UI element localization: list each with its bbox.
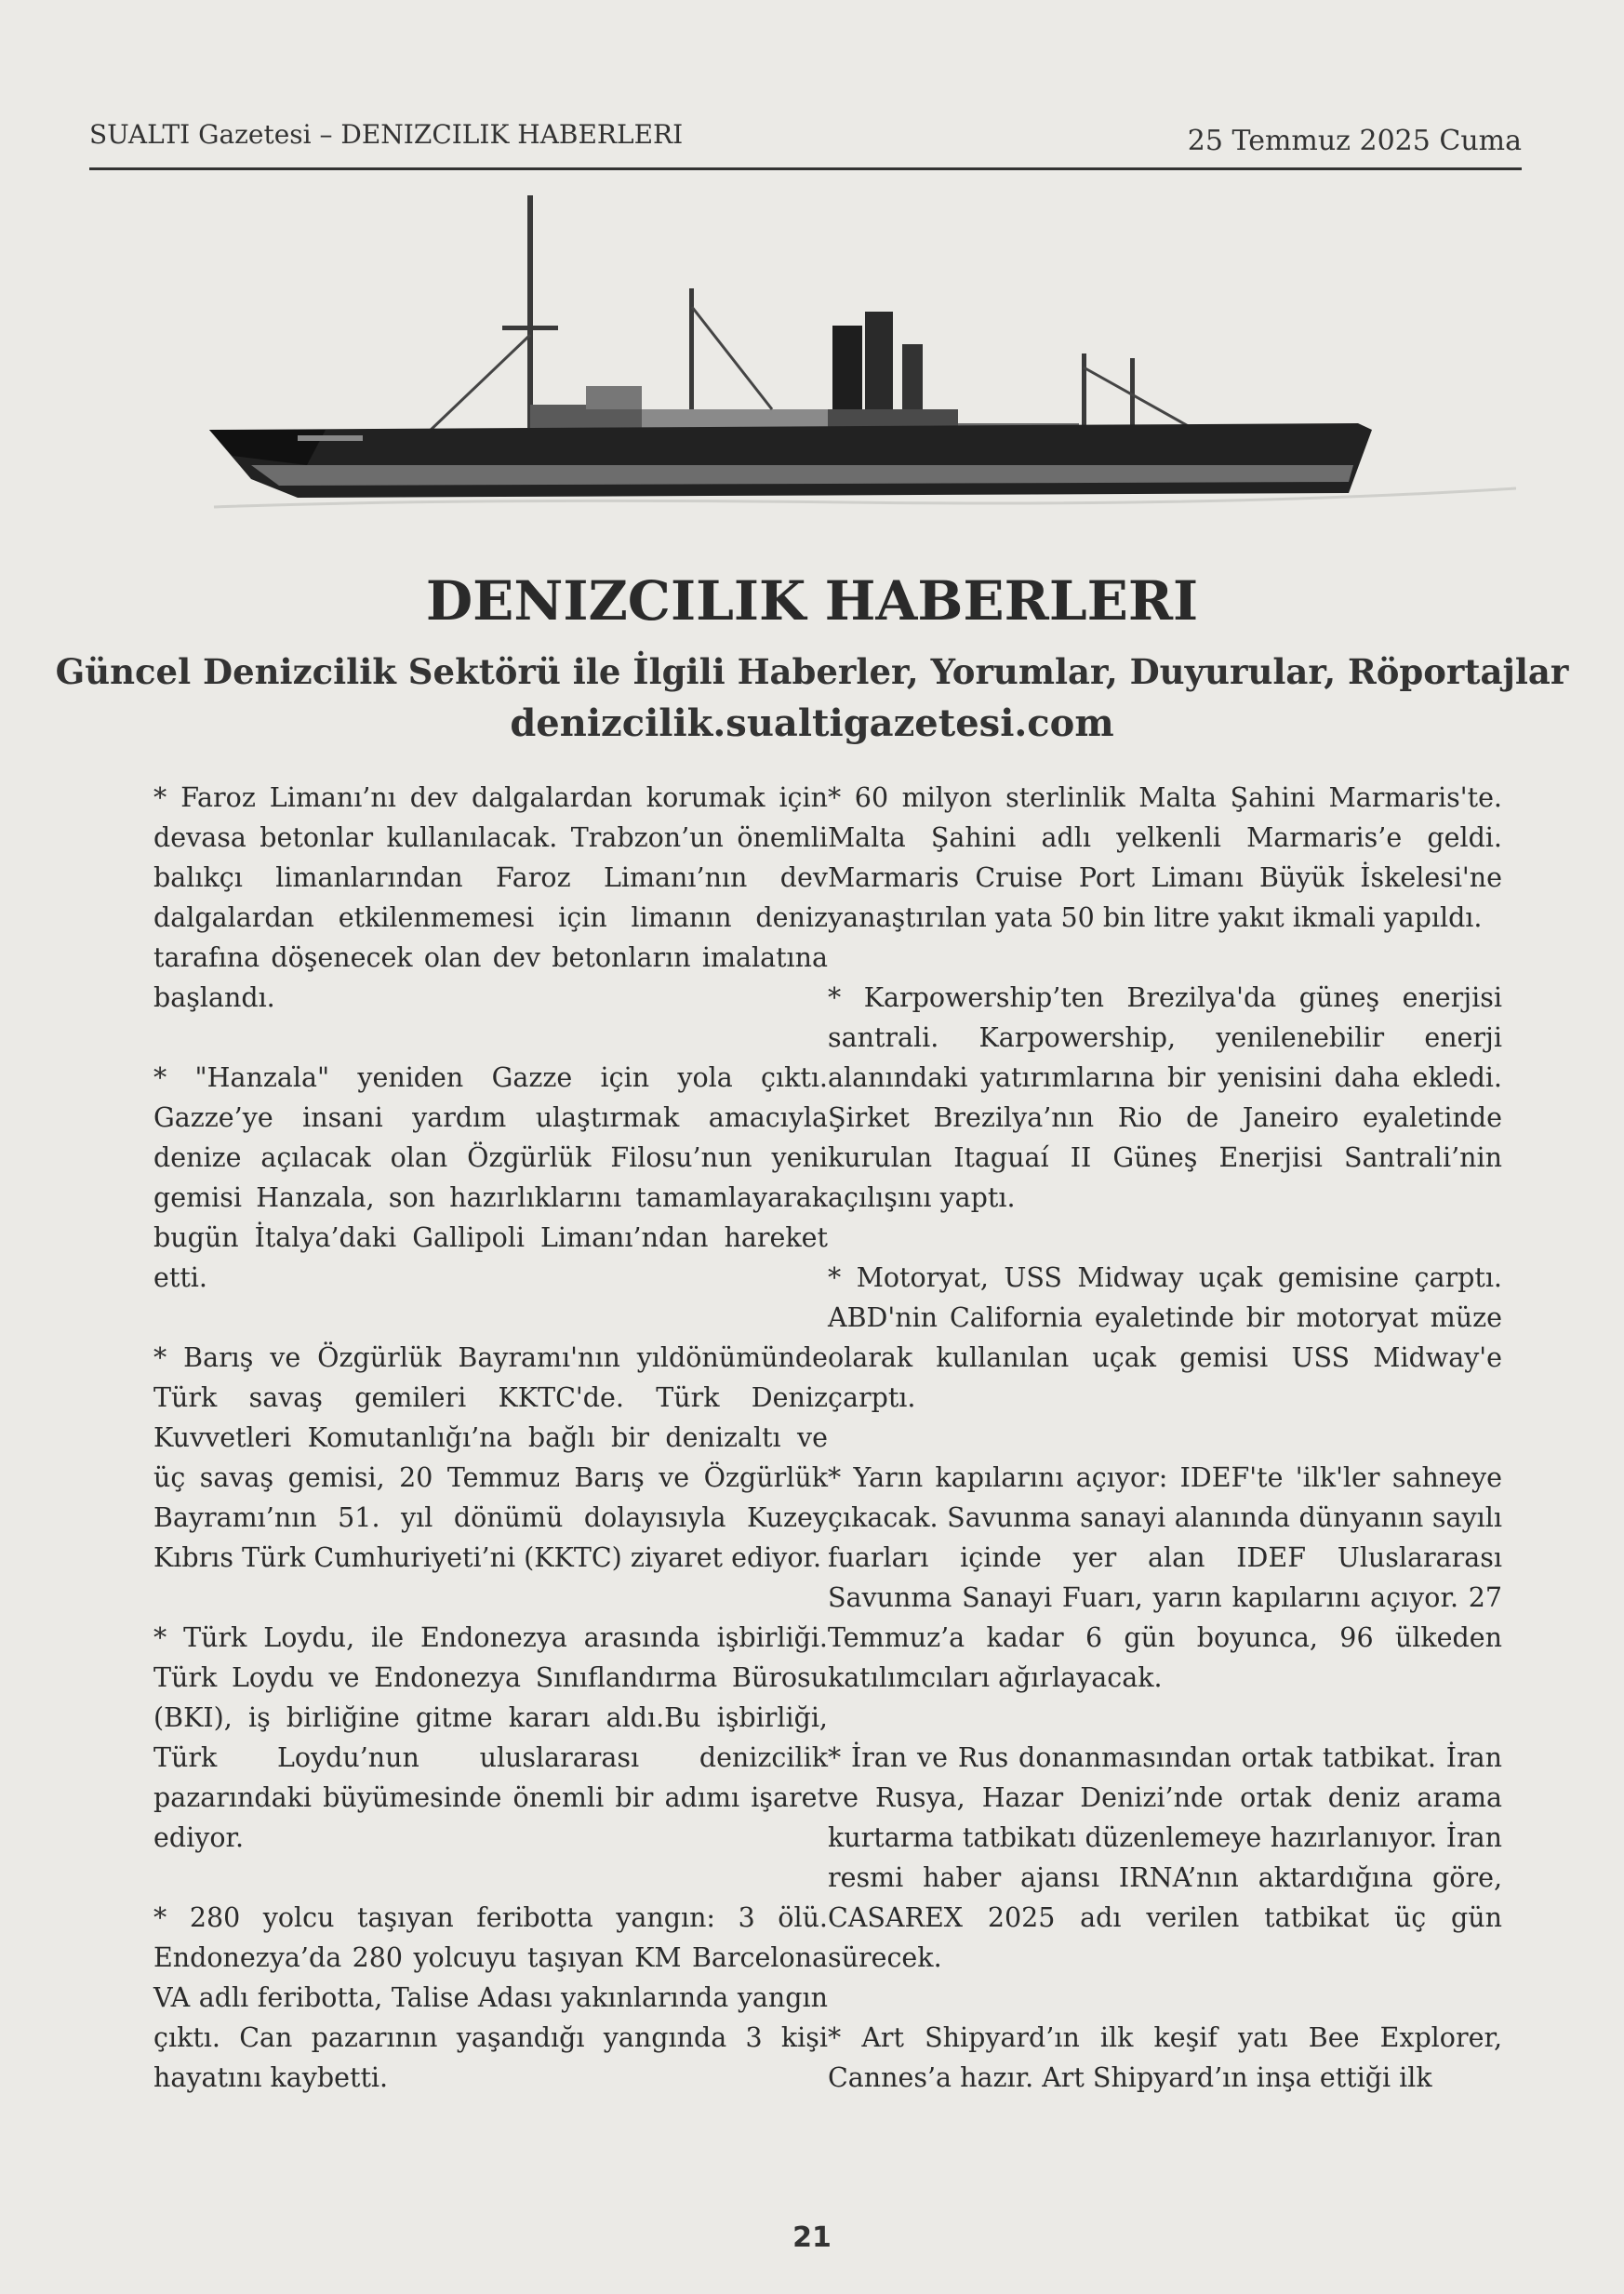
publication-name: SUALTI Gazetesi – DENIZCILIK HABERLERI <box>89 119 684 150</box>
news-item: * Faroz Limanı’nı dev dalgalardan korumak için devasa betonlar kullanılacak. Trabzon’un önemli balıkçı limanlarından Faroz Limanı’nın dev dalgalardan etkilenmemesi için limanın deniz tarafına döşenecek olan dev betonların imalatına başlandı. <box>153 782 828 1013</box>
news-item: * 280 yolcu taşıyan feribotta yangın: 3 ölü. Endonezya’da 280 yolcuyu taşıyan KM Barcelona VA adlı feribotta, Talise Adası yakınlarında yangın çıktı. Can pazarının yaşandığı yangında 3 kişi hayatını kaybetti. <box>153 1902 828 2093</box>
page-header <box>89 119 1522 170</box>
news-item: * Türk Loydu, ile Endonezya arasında işbirliği. Türk Loydu ve Endonezya Sınıflandırma Bürosu (BKI), iş birliğine gitme kararı aldı.Bu işbirliği, Türk Loydu’nun uluslararası denizcilik pazarındaki büyümesinde önemli bir adımı işaret ediyor. <box>153 1622 828 1853</box>
news-item: * Yarın kapılarını açıyor: IDEF'te 'ilk'ler sahneye çıkacak. Savunma sanayi alanında dünyanın sayılı fuarları içinde yer alan IDEF Uluslararası Savunma Sanayi Fuarı, yarın kapılarını açıyor. 27 Temmuz’a kadar 6 gün boyunca, 96 ülkeden katılımcıları ağırlayacak. <box>828 1462 1502 1693</box>
page-number: 21 <box>792 2221 832 2254</box>
cargo-ship-illustration <box>195 186 1516 540</box>
news-item: * 60 milyon sterlinlik Malta Şahini Marmaris'te. Malta Şahini adlı yelkenli Marmaris’e geldi. Marmaris Cruise Port Limanı Büyük İskelesi'ne yanaştırılan yata 50 bin litre yakıt ikmali yapıldı. <box>828 782 1502 933</box>
news-item: * Motoryat, USS Midway uçak gemisine çarptı. ABD'nin California eyaletinde bir motoryat müze olarak kullanılan uçak gemisi USS Midway'e çarptı. <box>828 1262 1502 1413</box>
news-item: * Barış ve Özgürlük Bayramı'nın yıldönümünde Türk savaş gemileri KKTC'de. Türk Deniz Kuvvetleri Komutanlığı’na bağlı bir denizaltı ve üç savaş gemisi, 20 Temmuz Barış ve Özgürlük Bayramı’nın 51. yıl dönümü dolayısıyla Kuzey Kıbrıs Türk Cumhuriyeti’ni (KKTC) ziyaret ediyor. <box>153 1342 828 1573</box>
news-item: * Art Shipyard’ın ilk keşif yatı Bee Explorer, Cannes’a hazır. Art Shipyard’ın inşa ettiği ilk <box>828 2022 1502 2093</box>
issue-date: 25 Temmuz 2025 Cuma <box>1187 125 1522 157</box>
news-item: * Karpowership’ten Brezilya'da güneş enerjisi santrali. Karpowership, yenilenebilir enerji alanındaki yatırımlarına bir yenisini daha ekledi. Şirket Brezilya’nın Rio de Janeiro eyaletinde kurulan Itaguaí II Güneş Enerjisi Santrali’nin açılışını yaptı. <box>828 982 1502 1213</box>
news-item: * "Hanzala" yeniden Gazze için yola çıktı. Gazze’ye insani yardım ulaştırmak amacıyla denize açılacak olan Özgürlük Filosu’nun yeni gemisi Hanzala, son hazırlıklarını tamamlayarak bugün İtalya’daki Gallipoli Limanı’ndan hareket etti. <box>153 1062 828 1293</box>
news-item: * İran ve Rus donanmasından ortak tatbikat. İran ve Rusya, Hazar Denizi’nde ortak deniz arama kurtarma tatbikatı düzenlemeye hazırlanıyor. İran resmi haber ajansı IRNA’nın aktardığına göre, CASAREX 2025 adı verilen tatbikat üç gün sürecek. <box>828 1742 1502 1973</box>
section-subtitle: Güncel Denizcilik Sektörü ile İlgili Haberler, Yorumlar, Duyurular, Röportajlar <box>55 651 1569 692</box>
left-news-column <box>153 778 828 2098</box>
right-news-column <box>828 778 1502 2098</box>
section-title: DENIZCILIK HABERLERI <box>425 569 1199 633</box>
section-website: denizcilik.sualtigazetesi.com <box>510 701 1114 745</box>
